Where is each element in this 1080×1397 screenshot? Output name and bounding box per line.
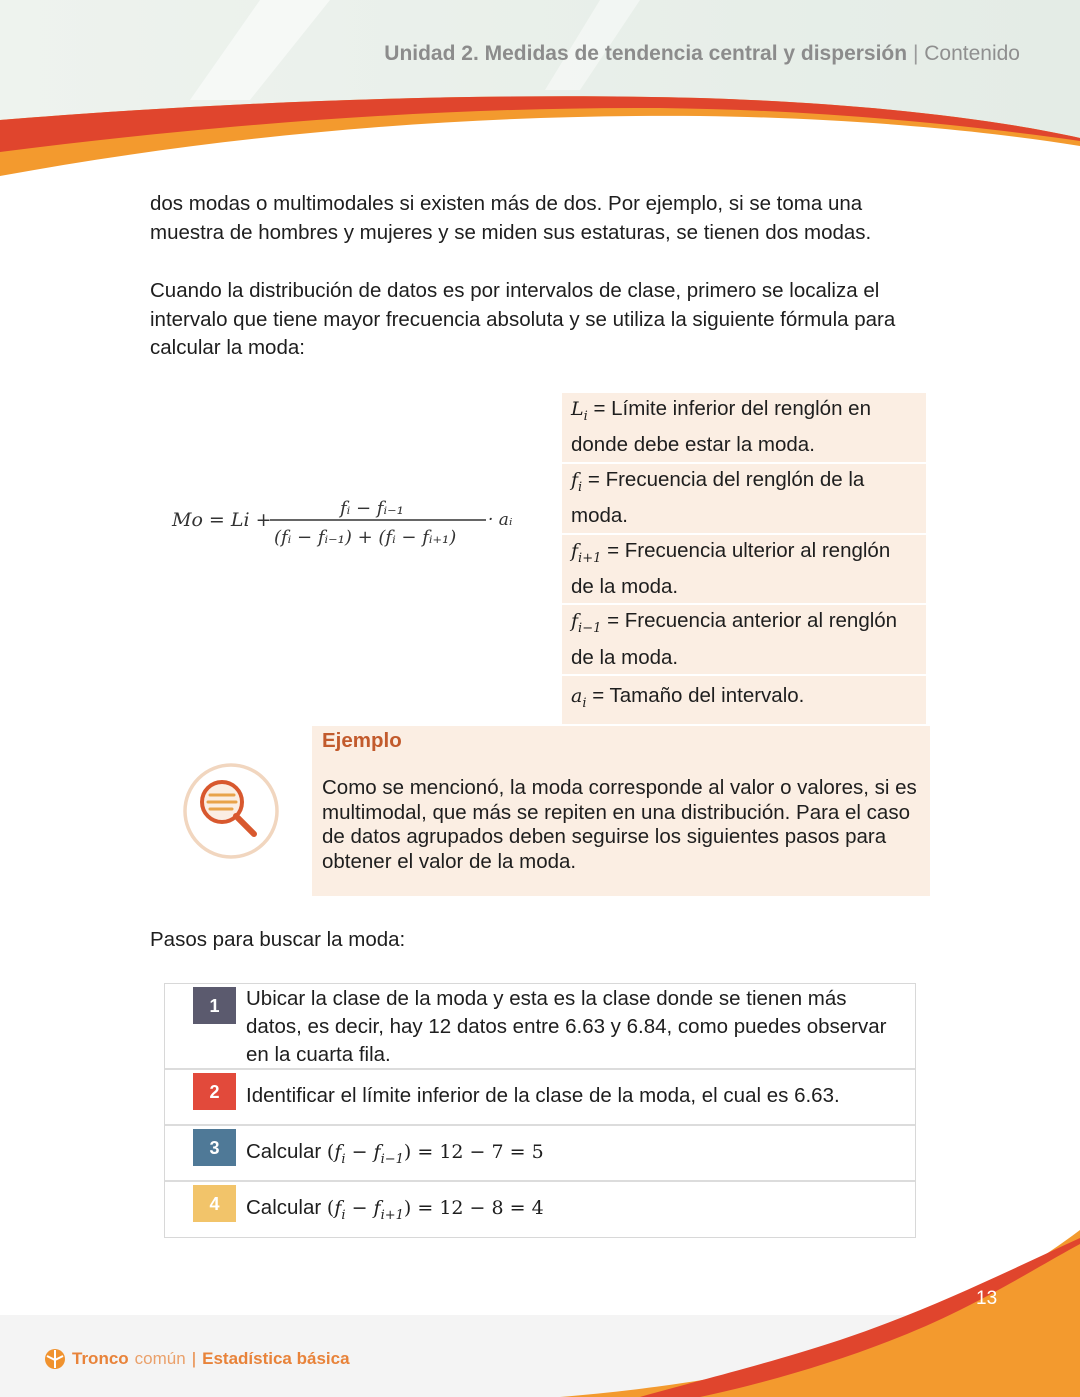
step-text: Ubicar la clase de la moda y esta es la clase donde se tienen más datos, es decir, hay 12 datos entre 6.63 y 6.84, como puedes observar en la cuarta fila.: [246, 987, 887, 1066]
formula-multiplier: · aᵢ: [488, 510, 513, 530]
step-number-badge: 1: [193, 987, 236, 1024]
definition-row: $a_i$ = Tamaño del intervalo.: [571, 684, 805, 711]
step-expression: $(f_i - f_{i-1}) = 12 - 7 = 5$: [326, 1141, 544, 1167]
steps-table: [164, 983, 916, 1238]
course-name: Estadística básica: [202, 1349, 350, 1368]
paragraph-intro: dos modas o multimodales si existen más de dos. Por ejemplo, si se toma una muestra de hombres y mujeres y se miden sus estaturas, se tienen dos modas.: [150, 192, 872, 244]
unit-title: Unidad 2. Medidas de tendencia central y dispersión: [384, 42, 908, 65]
formula-denominator: (fᵢ − fᵢ₋₁) + (fᵢ − fᵢ₊₁): [274, 527, 457, 548]
step-text: Calcular: [246, 1140, 327, 1163]
magnifier-document-icon: [182, 762, 280, 860]
step-text: Calcular: [246, 1196, 327, 1219]
header-banner: [0, 0, 1080, 190]
tronco-logo-icon: [44, 1348, 66, 1370]
formula-numerator: fᵢ − fᵢ₋₁: [340, 498, 404, 519]
definition-row: $L_i$ = Límite inferior del renglón en donde debe estar la moda.: [562, 393, 926, 464]
step-number-badge: 3: [193, 1129, 236, 1166]
definition-row: $f_i$ = Frecuencia del renglón de la moda.: [562, 464, 926, 535]
section-name: Contenido: [924, 42, 1020, 65]
steps-heading: Pasos para buscar la moda:: [150, 928, 406, 951]
header-title: Unidad 2. Medidas de tendencia central y dispersión | Contenido: [384, 42, 1020, 65]
footer-brand: Tronco común | Estadística básica: [44, 1347, 350, 1371]
step-text: Identificar el límite inferior de la clase de la moda, el cual es 6.63.: [246, 1084, 840, 1107]
definitions-table: [562, 393, 926, 724]
brand-bold: Tronco: [72, 1349, 129, 1368]
step-row: [165, 1070, 915, 1126]
formula-lhs: Mo = Li +: [172, 509, 272, 531]
step-expression: $(f_i - f_{i+1}) = 12 - 8 = 4$: [326, 1197, 544, 1223]
page-number: 13: [976, 1288, 998, 1309]
step-number-badge: 4: [193, 1185, 236, 1222]
footer-banner: [0, 1230, 1080, 1397]
example-box: [312, 726, 930, 896]
example-title: Ejemplo: [322, 729, 402, 752]
step-number-badge: 2: [193, 1073, 236, 1110]
definition-row: $f_{i-1}$ = Frecuencia anterior al renglón de la moda.: [562, 605, 926, 676]
paragraph-intervals: Cuando la distribución de datos es por intervalos de clase, primero se localiza el intervalo que tiene mayor frecuencia absoluta y se utiliza la siguiente fórmula para calcular la moda:: [150, 279, 896, 359]
step-row: [165, 1182, 915, 1237]
brand-light: común: [134, 1349, 186, 1368]
step-row: [165, 1126, 915, 1182]
step-row: [165, 984, 915, 1070]
definition-row: $f_{i+1}$ = Frecuencia ulterior al renglón de la moda.: [562, 535, 926, 606]
mode-formula: [170, 490, 530, 560]
example-text: Como se mencionó, la moda corresponde al valor o valores, si es multimodal, que más se repiten en una distribución. Para el caso de datos agrupados deben seguirse los siguientes pasos para obtener el valor de la moda.: [322, 776, 917, 873]
